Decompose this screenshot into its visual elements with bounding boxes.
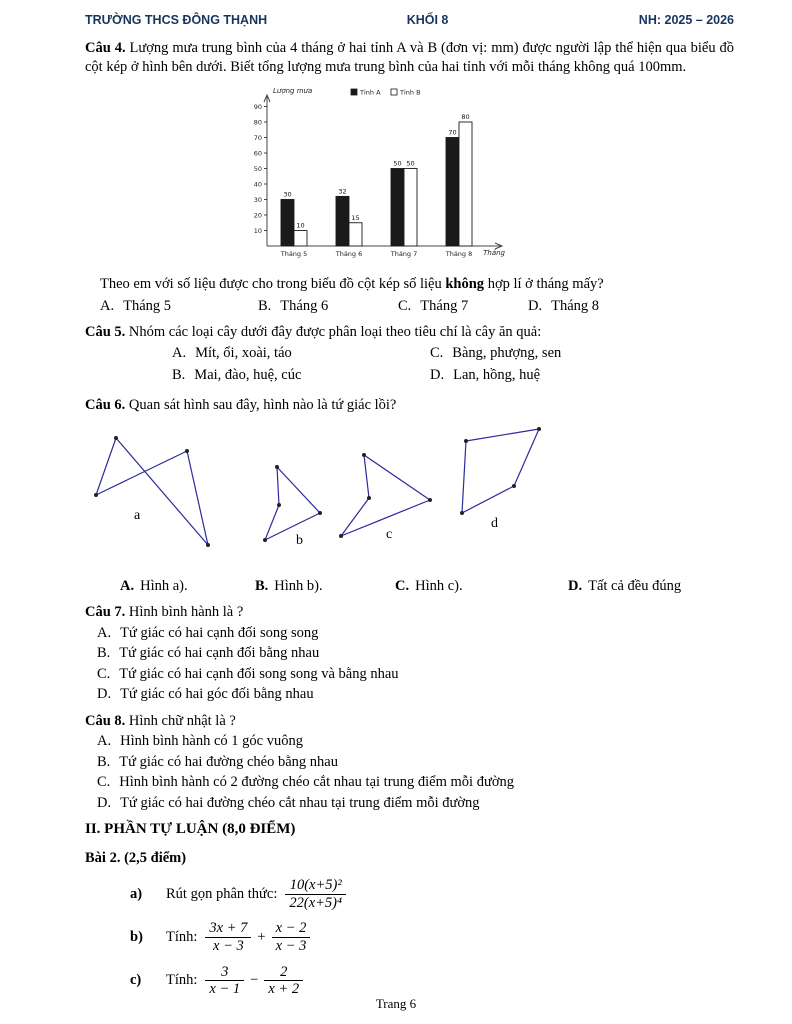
q4-intro: Lượng mưa trung bình của 4 tháng ở hai tỉnh A và B (đơn vị: mm) được người lập thể hiện qua biểu đồ cột kép ở hình bên dưới. Biết tổng lượng mưa trung bình của hai tỉnh với mỗi tháng không quá 100mm. <box>85 39 734 75</box>
q6-option-a-text: Hình a). <box>140 577 188 594</box>
vertex-dot <box>339 534 343 538</box>
chart-y-tick-label: 70 <box>253 133 262 142</box>
figure-label-d: d <box>491 515 498 531</box>
chart-y-tick-label: 30 <box>253 195 262 204</box>
q4-option-a-text: Tháng 5 <box>123 298 172 314</box>
chart-y-tick-label: 90 <box>253 102 262 111</box>
q4-option-b-text: Tháng 6 <box>280 298 329 314</box>
q8-option-a-text: Hình bình hành có 1 góc vuông <box>120 733 303 750</box>
chart-bar <box>336 196 349 246</box>
chart-y-axis-title: Lượng mưa <box>273 86 313 95</box>
q8-option-c-text: Hình bình hành có 2 đường chéo cắt nhau tại trung điểm mỗi đường <box>119 774 514 791</box>
chart-category-label: Tháng 6 <box>335 249 363 258</box>
vertex-dot <box>94 493 98 497</box>
q8-options <box>85 732 734 813</box>
q4-option-a[interactable] <box>100 297 258 316</box>
q4-question-emphasis: không <box>445 275 485 292</box>
q4-option-b-key: B. <box>258 298 272 314</box>
q4-option-d[interactable] <box>528 297 734 316</box>
bai2-part-b <box>130 920 734 954</box>
q6-label: Câu 6. <box>85 396 126 413</box>
q5-option-b-key: B. <box>172 367 186 384</box>
chart-legend-swatch-2 <box>391 89 397 95</box>
vertex-dot <box>367 496 371 500</box>
fraction-numerator: 2 <box>280 963 288 980</box>
chart-y-tick-label: 40 <box>253 180 262 189</box>
chart-bar <box>404 168 417 246</box>
chart-bar-value: 30 <box>283 190 292 199</box>
q8-option-c[interactable] <box>97 773 734 792</box>
chart-y-tick-label: 80 <box>253 118 262 127</box>
fraction-numerator: x − 2 <box>275 920 307 937</box>
q7-heading <box>85 603 734 622</box>
bai2-part-a-fraction <box>285 877 346 911</box>
vertex-dot <box>114 436 118 440</box>
chart-bar <box>459 122 472 246</box>
chart-bar <box>349 223 362 246</box>
q5-label: Câu 5. <box>85 324 126 341</box>
q5-options <box>85 344 734 388</box>
q4-paragraph <box>85 39 734 77</box>
q7-option-d-key: D. <box>97 686 112 703</box>
q8-heading <box>85 712 734 731</box>
fraction-numerator: 3x + 7 <box>209 920 248 937</box>
q7-option-c[interactable] <box>97 665 734 684</box>
chart-legend-swatch-1 <box>351 89 357 95</box>
q4-options-row <box>85 297 734 316</box>
q6-figures <box>88 419 734 571</box>
chart-bar-value: 15 <box>351 213 360 222</box>
fraction-denominator: x − 3 <box>272 937 311 955</box>
figure-label-b: b <box>296 532 303 548</box>
q6-text: Quan sát hình sau đây, hình nào là tứ giác lồi? <box>128 396 397 413</box>
bai2-part-b-fraction-2 <box>272 920 311 954</box>
bai2-part-c-key: c) <box>130 972 142 989</box>
q6-option-b-text: Hình b). <box>274 577 323 594</box>
chart-y-tick-label: 60 <box>253 149 262 158</box>
fraction-denominator: 22(x+5)⁴ <box>285 894 346 912</box>
q8-option-d-text: Tứ giác có hai đường chéo cắt nhau tại trung điểm mỗi đường <box>120 795 480 811</box>
q8-option-b[interactable] <box>97 753 734 772</box>
q5-heading <box>85 323 734 342</box>
q7-option-c-key: C. <box>97 665 111 682</box>
rainfall-chart-svg <box>233 81 533 267</box>
q7-option-d[interactable] <box>97 685 734 704</box>
q6-option-d-key: D. <box>568 577 583 594</box>
vertex-dot <box>428 498 432 502</box>
q4-question-pre: Theo em với số liệu được cho trong biểu đồ cột kép số liệu <box>100 275 442 292</box>
q4-option-c-text: Tháng 7 <box>420 298 469 314</box>
q7-option-b-key: B. <box>97 645 111 662</box>
q8-option-b-key: B. <box>97 753 111 770</box>
q6-option-c-text: Hình c). <box>415 577 463 594</box>
chart-y-tick-label: 20 <box>253 211 262 220</box>
vertex-dot <box>185 449 189 453</box>
chart-bar-value: 50 <box>406 159 415 168</box>
q4-option-d-text: Tháng 8 <box>551 298 600 314</box>
page-footer: Trang 6 <box>375 995 417 1011</box>
q6-option-a[interactable] <box>120 577 255 596</box>
bai2-part-a-key: a) <box>130 885 143 902</box>
q6-option-d-text: Tất cả đều đúng <box>588 577 682 594</box>
vertex-dot <box>512 484 516 488</box>
vertex-dot <box>537 427 541 431</box>
q4-option-c[interactable] <box>398 297 528 316</box>
chart-bar-value: 50 <box>393 159 402 168</box>
q6-option-a-key: A. <box>120 577 135 594</box>
q5-option-a[interactable] <box>172 344 430 363</box>
q7-options <box>85 624 734 705</box>
q6-option-c-key: C. <box>395 577 410 594</box>
q7-option-b[interactable] <box>97 644 734 663</box>
q5-option-a-text: Mít, ổi, xoài, táo <box>195 345 292 362</box>
q6-option-d[interactable] <box>568 577 734 596</box>
quadrilateral-d <box>462 429 539 513</box>
chart-y-tick-label: 50 <box>253 164 262 173</box>
fraction-numerator: 3 <box>221 963 229 980</box>
q5-option-d[interactable] <box>430 366 734 385</box>
chart-x-axis-title: Tháng <box>483 248 505 257</box>
q6-options-row <box>85 577 734 596</box>
q7-option-a[interactable] <box>97 624 734 643</box>
q5-option-d-key: D. <box>430 367 445 384</box>
bai2-part-c-operator: − <box>250 972 259 989</box>
q8-option-a-key: A. <box>97 733 112 750</box>
q5-option-b-text: Mai, đào, huệ, cúc <box>194 367 302 384</box>
q6-option-c[interactable] <box>395 577 568 596</box>
vertex-dot <box>275 465 279 469</box>
vertex-dot <box>277 503 281 507</box>
q5-option-d-text: Lan, hồng, huệ <box>453 367 541 384</box>
q6-option-b[interactable] <box>255 577 395 596</box>
q5-option-b[interactable] <box>172 366 430 385</box>
bai2-part-a <box>130 877 734 911</box>
bai2-part-c-fraction-1 <box>205 964 244 998</box>
q7-option-a-key: A. <box>97 624 112 641</box>
bai2-part-c <box>130 964 734 998</box>
vertex-dot <box>464 439 468 443</box>
chart-category-label: Tháng 7 <box>390 249 418 258</box>
chart-legend-label-2: Tỉnh B <box>400 88 421 97</box>
q4-option-c-key: C. <box>398 298 412 314</box>
header-school: TRƯỜNG THCS ĐÔNG THẠNH <box>85 13 268 27</box>
q7-option-d-text: Tứ giác có hai góc đối bằng nhau <box>120 686 314 703</box>
q4-option-d-key: D. <box>528 298 543 314</box>
vertex-dot <box>460 511 464 515</box>
vertex-dot <box>362 453 366 457</box>
chart-bar <box>281 199 294 246</box>
q7-label: Câu 7. <box>85 603 126 620</box>
q5-option-c-key: C. <box>430 345 444 362</box>
q8-option-c-key: C. <box>97 774 111 791</box>
quadrilateral-c <box>341 455 430 536</box>
q8-option-d-key: D. <box>97 795 112 811</box>
q8-option-b-text: Tứ giác có hai đường chéo bằng nhau <box>119 753 338 770</box>
q6-option-b-key: B. <box>255 577 269 594</box>
vertex-dot <box>263 538 267 542</box>
chart-category-label: Tháng 8 <box>445 249 473 258</box>
q5-option-a-key: A. <box>172 345 187 362</box>
q7-option-a-text: Tứ giác có hai cạnh đối song song <box>120 624 319 641</box>
q4-option-a-key: A. <box>100 298 115 314</box>
chart-bar-value: 80 <box>461 112 470 121</box>
header-year: NH: 2025 – 2026 <box>638 13 734 27</box>
chart-bar <box>446 137 459 246</box>
figure-label-a: a <box>134 507 141 523</box>
q7-text: Hình bình hành là ? <box>128 603 244 620</box>
chart-bar-value: 70 <box>448 128 457 137</box>
bai2-part-b-operator: + <box>257 929 266 945</box>
rainfall-chart <box>233 81 734 273</box>
q8-option-a[interactable] <box>97 732 734 751</box>
chart-category-label: Tháng 5 <box>280 249 308 258</box>
chart-legend-label-1: Tỉnh A <box>360 88 381 97</box>
chart-bar <box>294 230 307 246</box>
fraction-denominator: x − 3 <box>205 937 251 955</box>
fraction-denominator: x − 1 <box>205 980 244 998</box>
q5-option-c-text: Bàng, phượng, sen <box>452 345 562 362</box>
header-block: KHỐI 8 <box>406 13 449 27</box>
q4-question <box>85 275 734 294</box>
bai2-part-c-fraction-2 <box>264 964 303 998</box>
bai2-label: Bài 2. (2,5 điểm) <box>85 849 187 866</box>
q6-heading <box>85 396 734 415</box>
q8-label: Câu 8. <box>85 712 126 729</box>
q5-option-c[interactable] <box>430 344 734 363</box>
quadrilateral-b <box>265 467 320 540</box>
bai2-part-b-lead: Tính: <box>166 929 198 945</box>
page-header <box>85 12 734 29</box>
q6-figures-svg <box>88 419 748 565</box>
q8-text: Hình chữ nhật là ? <box>128 712 236 729</box>
chart-bar <box>391 168 404 246</box>
chart-bar-value: 32 <box>338 187 347 196</box>
vertex-dot <box>318 511 322 515</box>
bai2-part-c-lead: Tính: <box>166 972 198 989</box>
fraction-numerator: 10(x+5)² <box>289 877 342 894</box>
vertex-dot <box>206 543 210 547</box>
q4-question-post: hợp lí ở tháng mấy? <box>487 275 604 292</box>
fraction-denominator: x + 2 <box>264 980 303 998</box>
q8-option-d[interactable] <box>97 794 734 813</box>
q4-label: Câu 4. <box>85 39 126 56</box>
q7-option-b-text: Tứ giác có hai cạnh đối bằng nhau <box>119 645 320 662</box>
bai2-part-b-fraction-1 <box>205 920 251 954</box>
bai2-part-b-key: b) <box>130 929 143 945</box>
q4-option-b[interactable] <box>258 297 398 316</box>
figure-label-c: c <box>386 526 393 542</box>
quadrilateral-a <box>96 438 208 545</box>
chart-y-tick-label: 10 <box>253 226 262 235</box>
bai2-part-a-lead: Rút gọn phân thức: <box>166 885 278 902</box>
chart-bar-value: 10 <box>296 221 305 230</box>
q5-text: Nhóm các loại cây dưới đây được phân loại theo tiêu chí là cây ăn quả: <box>128 324 542 341</box>
section-2-title: II. PHẦN TỰ LUẬN (8,0 ĐIỂM) <box>85 821 296 838</box>
q7-option-c-text: Tứ giác có hai cạnh đối song song và bằng nhau <box>119 665 399 682</box>
